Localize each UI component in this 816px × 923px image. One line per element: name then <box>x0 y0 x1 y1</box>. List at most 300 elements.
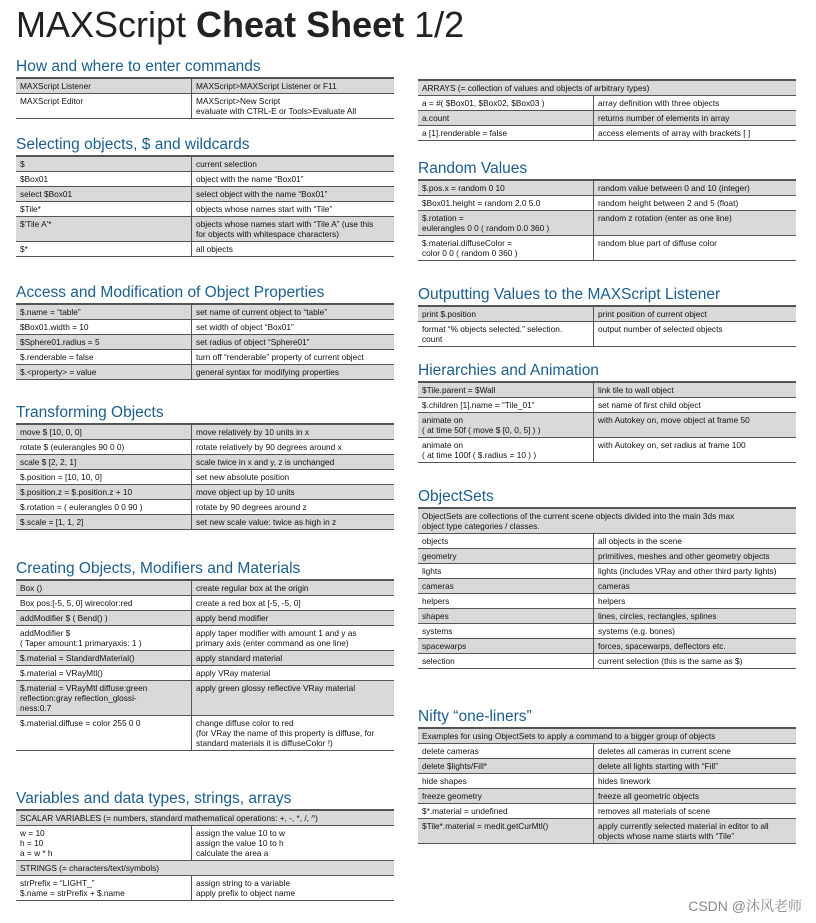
description-cell <box>594 774 796 788</box>
description-cell <box>192 425 394 439</box>
table-row <box>16 202 394 217</box>
command-cell <box>16 666 192 680</box>
section-4 <box>16 403 394 530</box>
description-cell-line: apply standard material <box>196 653 283 663</box>
description-cell-line: current selection <box>196 159 257 169</box>
section-heading: Creating Objects, Modifiers and Materials <box>16 560 301 577</box>
table-row <box>418 413 796 438</box>
description-cell <box>192 217 394 241</box>
description-cell-line: current selection (this is the same as $) <box>598 656 743 666</box>
section-table <box>418 381 796 463</box>
command-cell <box>16 470 192 484</box>
description-cell-line: set radius of object “Sphere01” <box>196 337 310 347</box>
description-cell-line: rotate by 90 degrees around z <box>196 502 307 512</box>
command-cell-line: animate on <box>422 415 464 425</box>
section-table <box>16 579 394 751</box>
description-cell <box>594 126 796 140</box>
description-cell-line: general syntax for modifying properties <box>196 367 339 377</box>
command-cell-line: $ <box>20 159 25 169</box>
command-cell <box>16 681 192 715</box>
command-cell <box>418 819 594 843</box>
description-cell-line: (for VRay the name of this property is diffuse, for <box>196 728 375 738</box>
section-heading: Selecting objects, $ and wildcards <box>16 136 250 153</box>
table-row <box>16 485 394 500</box>
title-regular: MAXScript <box>16 4 197 45</box>
description-cell <box>192 500 394 514</box>
table-row <box>418 744 796 759</box>
description-cell <box>594 181 796 195</box>
description-cell <box>594 236 796 260</box>
section-table <box>418 727 796 844</box>
command-cell-line: $.name = strPrefix + $.name <box>20 888 125 898</box>
table-row <box>16 470 394 485</box>
command-cell-line: move $ [10, 0, 0] <box>20 427 82 437</box>
command-cell-line: animate on <box>422 440 464 450</box>
command-cell-line: strPrefix = “LIGHT_” <box>20 878 95 888</box>
command-cell-line: $.name = “table” <box>20 307 81 317</box>
description-cell-line: apply bend modifier <box>196 613 269 623</box>
command-cell <box>418 181 594 195</box>
row-header-cell-line: STRINGS (= characters/text/symbols) <box>20 863 160 873</box>
row-header-cell <box>16 811 394 825</box>
description-cell-line: objects whose names start with “Tile A” (use this <box>196 219 374 229</box>
description-cell-line: move relatively by 10 units in x <box>196 427 309 437</box>
description-cell <box>192 485 394 499</box>
command-cell <box>16 455 192 469</box>
table-row <box>418 594 796 609</box>
section-2 <box>16 135 394 257</box>
description-cell-line: lights (includes VRay and other third party lights) <box>598 566 777 576</box>
description-cell-line: all objects in the scene <box>598 536 682 546</box>
table-row <box>16 500 394 515</box>
table-row <box>418 609 796 624</box>
command-cell <box>418 744 594 758</box>
command-cell <box>16 876 192 900</box>
table-row <box>418 196 796 211</box>
section-table <box>16 303 394 380</box>
section-4 <box>418 361 796 463</box>
description-cell <box>594 594 796 608</box>
command-cell <box>16 365 192 379</box>
command-cell-line: h = 10 <box>20 838 44 848</box>
command-cell-line: hide shapes <box>422 776 467 786</box>
description-cell <box>594 307 796 321</box>
row-header-cell-line: SCALAR VARIABLES (= numbers, standard mathematical operations: +, -, *, /, ^) <box>20 813 318 823</box>
table-row <box>16 515 394 530</box>
description-cell-line: all objects <box>196 244 233 254</box>
command-cell-line: print $.position <box>422 309 476 319</box>
command-cell <box>16 626 192 650</box>
command-cell <box>16 94 192 118</box>
command-cell <box>16 596 192 610</box>
command-cell <box>418 789 594 803</box>
description-cell <box>192 626 394 650</box>
description-cell-line: calculate the area a <box>196 848 269 858</box>
description-cell <box>192 596 394 610</box>
description-cell-line: returns number of elements in array <box>598 113 730 123</box>
section-heading: ObjectSets <box>418 488 494 505</box>
description-cell-line: MAXScript>MAXScript Listener or F11 <box>196 81 337 91</box>
table-row <box>16 861 394 876</box>
description-cell-line: apply VRay material <box>196 668 271 678</box>
description-cell-line: create a red box at [-5, -5, 0] <box>196 598 301 608</box>
command-cell-line: lights <box>422 566 442 576</box>
description-cell-line: deletes all cameras in current scene <box>598 746 731 756</box>
table-row <box>418 639 796 654</box>
command-cell <box>418 111 594 125</box>
command-cell <box>418 322 594 346</box>
table-row <box>16 596 394 611</box>
description-cell-line: print position of current object <box>598 309 707 319</box>
command-cell <box>16 320 192 334</box>
command-cell <box>16 651 192 665</box>
description-cell <box>192 611 394 625</box>
table-row <box>16 217 394 242</box>
command-cell-line: $Tile.parent = $Wall <box>422 385 496 395</box>
command-cell-line: $Sphere01.radius = 5 <box>20 337 100 347</box>
command-cell-line: $.<property> = value <box>20 367 97 377</box>
section-heading: Nifty “one-liners” <box>418 708 532 725</box>
command-cell <box>16 202 192 216</box>
description-cell <box>594 759 796 773</box>
command-cell-line: $.material = VRayMtl() <box>20 668 103 678</box>
command-cell <box>16 500 192 514</box>
description-cell <box>192 455 394 469</box>
command-cell <box>418 774 594 788</box>
table-row <box>16 305 394 320</box>
command-cell-line: $.rotation = ( eulerangles 0 0 90 ) <box>20 502 143 512</box>
description-cell-line: objects whose names start with “Tile” <box>196 204 333 214</box>
command-cell-line: delete $lights/Fill* <box>422 761 488 771</box>
section-table <box>16 423 394 530</box>
command-cell <box>418 196 594 210</box>
table-row <box>16 455 394 470</box>
command-cell-line: $.material.diffuseColor = <box>422 238 513 248</box>
section-table <box>418 305 796 347</box>
description-cell-line: change diffuse color to red <box>196 718 294 728</box>
description-cell <box>594 564 796 578</box>
table-row <box>418 111 796 126</box>
command-cell-line: Box pos:[-5, 5, 0] wirecolor:red <box>20 598 133 608</box>
description-cell <box>192 716 394 750</box>
table-row <box>418 774 796 789</box>
table-row <box>16 320 394 335</box>
table-row <box>16 187 394 202</box>
table-row <box>418 729 796 744</box>
row-header-cell-line: ARRAYS (= collection of values and objects of arbitrary types) <box>422 83 650 93</box>
table-row <box>418 624 796 639</box>
description-cell-line: hides linework <box>598 776 651 786</box>
table-row <box>418 96 796 111</box>
command-cell-line: ( Taper amount:1 primaryaxis: 1 ) <box>20 638 142 648</box>
description-cell <box>192 470 394 484</box>
table-row <box>418 438 796 463</box>
description-cell-line: random value between 0 and 10 (integer) <box>598 183 750 193</box>
section-5 <box>16 559 394 751</box>
description-cell <box>192 320 394 334</box>
description-cell-line: set new scale value: twice as high in z <box>196 517 337 527</box>
command-cell <box>16 425 192 439</box>
table-row <box>418 759 796 774</box>
description-cell-line: primitives, meshes and other geometry objects <box>598 551 770 561</box>
command-cell-line: $Box01.width = 10 <box>20 322 89 332</box>
command-cell-line: delete cameras <box>422 746 479 756</box>
table-row <box>16 811 394 826</box>
description-cell-line: turn off “renderable” property of current object <box>196 352 364 362</box>
section-table <box>418 179 796 261</box>
command-cell-line: $Box01.height = random 2.0 5.0 <box>422 198 541 208</box>
table-row <box>16 79 394 94</box>
description-cell-line: primary axis (enter command as one line) <box>196 638 349 648</box>
description-cell-line: apply currently selected material in editor to all <box>598 821 769 831</box>
command-cell-line: addModifier $ <box>20 628 71 638</box>
table-row <box>418 307 796 322</box>
row-header-cell-line: object type categories / classes. <box>422 521 540 531</box>
description-cell <box>192 365 394 379</box>
command-cell-line: systems <box>422 626 453 636</box>
description-cell <box>192 157 394 171</box>
command-cell <box>418 96 594 110</box>
title-bold: Cheat Sheet <box>196 4 405 45</box>
section-6 <box>16 789 394 901</box>
description-cell-line: removes all materials of scene <box>598 806 711 816</box>
table-row <box>16 876 394 901</box>
description-cell-line: MAXScript>New Script <box>196 96 281 106</box>
description-cell-line: helpers <box>598 596 626 606</box>
command-cell-line: count <box>422 334 443 344</box>
description-cell <box>594 111 796 125</box>
description-cell <box>594 819 796 843</box>
title-suffix: 1/2 <box>404 4 465 45</box>
description-cell <box>594 804 796 818</box>
table-row <box>418 236 796 261</box>
command-cell-line: a = #( $Box01, $Box02, $Box03 ) <box>422 98 545 108</box>
section-2 <box>418 159 796 261</box>
description-cell <box>594 211 796 235</box>
section-heading: Variables and data types, strings, arrays <box>16 790 292 807</box>
table-row <box>418 819 796 844</box>
table-row <box>418 126 796 141</box>
command-cell-line: Box () <box>20 583 43 593</box>
command-cell-line: $.position = [10, 10, 0] <box>20 472 102 482</box>
row-header-cell <box>418 729 796 743</box>
row-header-cell <box>418 81 796 95</box>
table-row <box>418 383 796 398</box>
section-table <box>16 155 394 257</box>
table-row <box>418 81 796 96</box>
command-cell <box>16 440 192 454</box>
command-cell <box>418 383 594 397</box>
row-header-cell <box>16 861 394 875</box>
description-cell <box>192 581 394 595</box>
description-cell-line: random z rotation (enter as one line) <box>598 213 732 223</box>
command-cell-line: reflection:gray reflection_glossi- <box>20 693 137 703</box>
command-cell-line: $.rotation = <box>422 213 464 223</box>
command-cell-line: $* <box>20 244 28 254</box>
command-cell <box>418 594 594 608</box>
command-cell-line: shapes <box>422 611 449 621</box>
table-row <box>418 654 796 669</box>
command-cell <box>16 305 192 319</box>
description-cell <box>192 335 394 349</box>
description-cell-line: output number of selected objects <box>598 324 723 334</box>
description-cell <box>192 187 394 201</box>
description-cell-line: apply green glossy reflective VRay material <box>196 683 356 693</box>
table-row <box>16 365 394 380</box>
description-cell-line: link tile to wall object <box>598 385 674 395</box>
command-cell-line: $Tile*.material = medit.getCurMtl() <box>422 821 549 831</box>
description-cell-line: systems (e.g. bones) <box>598 626 676 636</box>
table-row <box>418 534 796 549</box>
table-row <box>16 716 394 751</box>
command-cell-line: $.material = VRayMtl diffuse:green <box>20 683 148 693</box>
description-cell-line: move object up by 10 units <box>196 487 295 497</box>
description-cell-line: set width of object “Box01” <box>196 322 294 332</box>
command-cell <box>16 515 192 529</box>
description-cell <box>594 322 796 346</box>
section-heading: Access and Modification of Object Properties <box>16 284 325 301</box>
description-cell-line: rotate relatively by 90 degrees around x <box>196 442 342 452</box>
section-heading: Transforming Objects <box>16 404 164 421</box>
command-cell-line: cameras <box>422 581 454 591</box>
command-cell <box>418 549 594 563</box>
command-cell-line: selection <box>422 656 455 666</box>
description-cell <box>192 681 394 715</box>
page-title <box>16 4 464 46</box>
command-cell <box>418 534 594 548</box>
description-cell-line: evaluate with CTRL-E or Tools>Evaluate All <box>196 106 357 116</box>
description-cell <box>192 876 394 900</box>
description-cell-line: assign string to a variable <box>196 878 291 888</box>
description-cell-line: objects whose name starts with “Tile” <box>598 831 735 841</box>
section-1 <box>16 57 394 119</box>
description-cell <box>594 579 796 593</box>
command-cell-line: a = w * h <box>20 848 53 858</box>
command-cell-line: select $Box01 <box>20 189 73 199</box>
table-row <box>418 509 796 534</box>
table-row <box>16 350 394 365</box>
description-cell <box>594 96 796 110</box>
table-row <box>16 681 394 716</box>
command-cell <box>16 716 192 750</box>
command-cell <box>16 826 192 860</box>
description-cell-line: random blue part of diffuse color <box>598 238 717 248</box>
table-row <box>16 242 394 257</box>
description-cell <box>594 624 796 638</box>
command-cell <box>16 581 192 595</box>
command-cell-line: $.renderable = false <box>20 352 94 362</box>
section-3 <box>418 285 796 347</box>
command-cell <box>418 639 594 653</box>
description-cell-line: set name of first child object <box>598 400 701 410</box>
command-cell-line: addModifier $ ( Bend() ) <box>20 613 108 623</box>
command-cell <box>16 157 192 171</box>
table-row <box>418 564 796 579</box>
command-cell <box>418 398 594 412</box>
command-cell <box>16 350 192 364</box>
command-cell-line: $.position.z = $.position.z + 10 <box>20 487 133 497</box>
command-cell <box>418 126 594 140</box>
description-cell-line: apply prefix to object name <box>196 888 296 898</box>
command-cell <box>16 335 192 349</box>
command-cell <box>16 242 192 256</box>
section-3 <box>16 283 394 380</box>
command-cell-line: $'Tile A'* <box>20 219 52 229</box>
command-cell <box>418 413 594 437</box>
description-cell-line: set new absolute position <box>196 472 290 482</box>
description-cell <box>192 94 394 118</box>
command-cell <box>418 307 594 321</box>
table-row <box>418 211 796 236</box>
command-cell-line: a.count <box>422 113 450 123</box>
description-cell <box>192 826 394 860</box>
description-cell <box>594 413 796 437</box>
description-cell <box>594 549 796 563</box>
section-6 <box>418 707 796 844</box>
command-cell-line: $*.material = undefined <box>422 806 508 816</box>
section-1 <box>418 79 796 141</box>
command-cell-line: $.pos.x = random 0 10 <box>422 183 505 193</box>
description-cell <box>594 383 796 397</box>
description-cell-line: random height between 2 and 5 (float) <box>598 198 739 208</box>
watermark: CSDN @沐风老师 <box>688 898 802 914</box>
table-row <box>16 581 394 596</box>
command-cell <box>16 611 192 625</box>
description-cell-line: apply taper modifier with amount 1 and y as <box>196 628 357 638</box>
command-cell-line: MAXScript Editor <box>20 96 84 106</box>
command-cell <box>418 609 594 623</box>
table-row <box>418 789 796 804</box>
command-cell-line: rotate $ (eulerangles 90 0 0) <box>20 442 125 452</box>
description-cell-line: forces, spacewarps, deflectors etc. <box>598 641 726 651</box>
command-cell-line: MAXScript Listener <box>20 81 92 91</box>
command-cell <box>418 804 594 818</box>
command-cell-line: $.scale = [1, 1, 2] <box>20 517 84 527</box>
command-cell-line: format “% objects selected.” selection. <box>422 324 563 334</box>
description-cell <box>594 639 796 653</box>
command-cell <box>418 759 594 773</box>
description-cell-line: array definition with three objects <box>598 98 720 108</box>
description-cell-line: assign the value 10 to w <box>196 828 286 838</box>
section-table <box>418 507 796 669</box>
command-cell-line: ( at time 100f ( $.radius = 10 ) ) <box>422 450 537 460</box>
description-cell-line: for objects with whitespace characters) <box>196 229 339 239</box>
table-row <box>16 172 394 187</box>
command-cell-line: ness:0.7 <box>20 703 52 713</box>
table-row <box>418 549 796 564</box>
description-cell <box>192 350 394 364</box>
command-cell-line: $Box01 <box>20 174 49 184</box>
command-cell-line: eulerangles 0 0 ( random 0.0 360 ) <box>422 223 550 233</box>
command-cell-line: geometry <box>422 551 457 561</box>
description-cell <box>594 196 796 210</box>
command-cell-line: freeze geometry <box>422 791 482 801</box>
table-row <box>16 440 394 455</box>
command-cell-line: spacewarps <box>422 641 467 651</box>
description-cell <box>192 666 394 680</box>
table-row <box>16 157 394 172</box>
table-row <box>16 826 394 861</box>
table-row <box>418 579 796 594</box>
description-cell <box>594 744 796 758</box>
row-header-cell <box>418 509 796 533</box>
row-header-cell-line: Examples for using ObjectSets to apply a command to a bigger group of objects <box>422 731 716 741</box>
command-cell <box>16 79 192 93</box>
description-cell <box>192 202 394 216</box>
table-row <box>16 666 394 681</box>
description-cell <box>594 398 796 412</box>
table-row <box>418 398 796 413</box>
